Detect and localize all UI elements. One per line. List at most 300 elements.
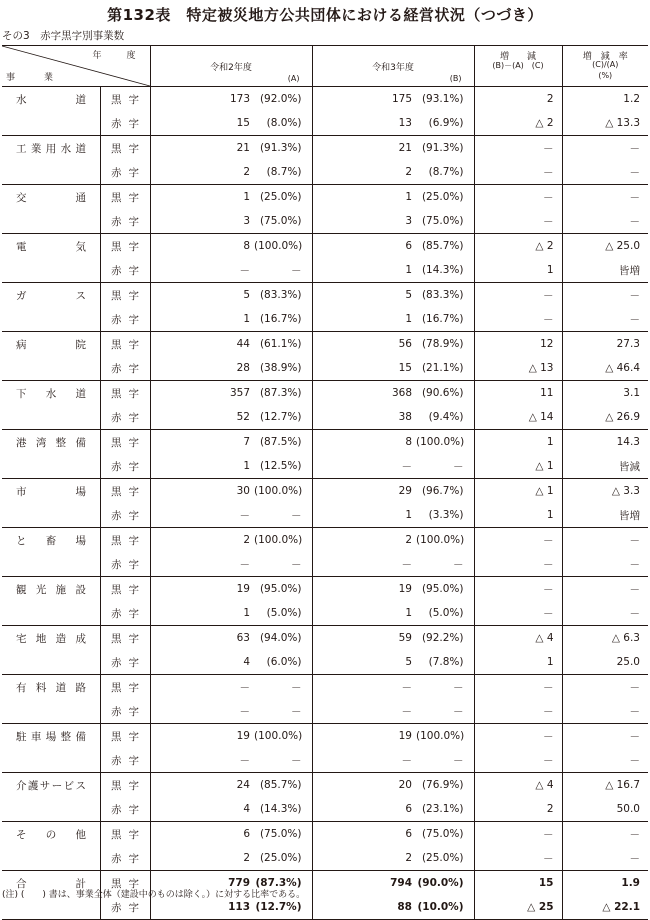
r2-count-text: 1 <box>243 313 250 325</box>
r3-ratio-text: (91.3%) <box>421 142 464 154</box>
r3-ratio <box>416 209 474 234</box>
change-rate <box>562 111 648 136</box>
change-value-text: 1 <box>546 509 554 521</box>
change-rate-text: － <box>629 166 640 179</box>
change-value-text: － <box>543 558 554 571</box>
r3-ratio <box>416 675 474 700</box>
table-row <box>2 601 648 626</box>
r2-count <box>150 773 254 798</box>
r3-ratio <box>416 503 474 528</box>
r2-ratio-text: (8.7%) <box>266 166 302 178</box>
change-rate-text: － <box>629 191 640 204</box>
change-rate-text: － <box>629 607 640 620</box>
change-rate-text: － <box>629 534 640 547</box>
profit-loss-type-text: 黒字 <box>111 485 139 498</box>
profit-loss-type <box>100 601 150 626</box>
business-name <box>2 773 100 798</box>
r3-ratio <box>416 626 474 651</box>
business-name-text: 宅地造成 <box>16 632 86 645</box>
change-rate-text: 1.9 <box>621 877 640 889</box>
change-value-text: － <box>543 681 554 694</box>
r2-count <box>150 209 254 234</box>
r3-count-text: 1 <box>405 509 412 521</box>
table-row <box>2 822 648 847</box>
r3-ratio <box>416 160 474 185</box>
profit-loss-type-text: 黒字 <box>111 387 139 400</box>
r3-ratio-text: (90.6%) <box>421 387 464 399</box>
change-value-text: － <box>543 166 554 179</box>
change-rate <box>562 552 648 577</box>
change-rate-text: △ 6.3 <box>611 632 640 644</box>
business-name <box>2 87 100 112</box>
r3-ratio-text: (83.3%) <box>421 289 464 301</box>
profit-loss-type-text: 赤字 <box>111 215 139 228</box>
r2-count-text: － <box>239 558 250 571</box>
r2-ratio-text: (16.7%) <box>259 313 302 325</box>
r2-ratio <box>254 552 312 577</box>
r3-count <box>312 258 416 283</box>
profit-loss-type-text: 黒字 <box>111 877 139 890</box>
r2-count <box>150 822 254 847</box>
header-rate <box>562 46 648 87</box>
header-year: 年 度 <box>92 51 144 61</box>
change-value <box>474 185 562 210</box>
r2-count-text: 24 <box>236 779 250 791</box>
r3-count-text: 1 <box>405 264 412 276</box>
business-name <box>2 479 100 504</box>
profit-loss-type <box>100 626 150 651</box>
r3-ratio <box>416 454 474 479</box>
change-value <box>474 577 562 602</box>
business-name <box>2 601 100 626</box>
r3-ratio <box>416 307 474 332</box>
change-value-text: △ 25 <box>527 901 554 913</box>
r3-count <box>312 601 416 626</box>
profit-loss-type-text: 黒字 <box>111 828 139 841</box>
r2-ratio <box>254 822 312 847</box>
r3-ratio-text: － <box>453 754 464 767</box>
table-row <box>2 577 648 602</box>
r2-ratio-text: (75.0%) <box>259 828 302 840</box>
r3-ratio-text: (78.9%) <box>421 338 464 350</box>
r2-count <box>150 699 254 724</box>
r3-count <box>312 234 416 259</box>
change-value-text: － <box>543 534 554 547</box>
table-row <box>2 381 648 406</box>
r3-count <box>312 528 416 553</box>
profit-loss-type <box>100 797 150 822</box>
header-change-sub: (B)－(A) (C) <box>492 61 544 70</box>
change-rate-text: 皆減 <box>619 460 640 473</box>
profit-loss-type <box>100 724 150 749</box>
change-rate-text: △ 3.3 <box>611 485 640 497</box>
r3-count-text: 2 <box>405 852 412 864</box>
header-rate-sub2: (%) <box>598 71 613 80</box>
change-rate-text: － <box>629 215 640 228</box>
business-name <box>2 381 100 406</box>
r3-count-text: 2 <box>405 166 412 178</box>
profit-loss-type-text: 赤字 <box>111 362 139 375</box>
change-rate-text: 皆増 <box>619 509 640 522</box>
change-value-text: － <box>543 705 554 718</box>
business-name <box>2 748 100 773</box>
r3-ratio-text: － <box>453 681 464 694</box>
profit-loss-type-text: 黒字 <box>111 681 139 694</box>
r3-count-text: 21 <box>398 142 412 154</box>
r2-ratio-text: (25.0%) <box>259 852 302 864</box>
profit-loss-type-text: 黒字 <box>111 338 139 351</box>
change-value-text: － <box>543 215 554 228</box>
profit-loss-type <box>100 773 150 798</box>
change-value-text: － <box>543 852 554 865</box>
change-value <box>474 650 562 675</box>
change-value-text: － <box>543 313 554 326</box>
profit-loss-type-text: 黒字 <box>111 191 139 204</box>
r2-count <box>150 601 254 626</box>
r2-count <box>150 136 254 161</box>
change-rate-text: － <box>629 828 640 841</box>
r3-ratio <box>416 111 474 136</box>
business-name <box>2 111 100 136</box>
r2-count <box>150 724 254 749</box>
business-name-text: 病院 <box>16 338 86 351</box>
r2-ratio <box>254 528 312 553</box>
r3-ratio <box>416 699 474 724</box>
r2-ratio <box>254 185 312 210</box>
change-rate <box>562 601 648 626</box>
table-row <box>2 724 648 749</box>
r3-count <box>312 209 416 234</box>
table-row <box>2 307 648 332</box>
r2-ratio-text: (87.5%) <box>259 436 302 448</box>
change-rate <box>562 724 648 749</box>
r3-count <box>312 430 416 455</box>
change-value <box>474 356 562 381</box>
profit-loss-type <box>100 552 150 577</box>
r2-count <box>150 356 254 381</box>
r2-count-text: 2 <box>243 852 250 864</box>
change-value <box>474 87 562 112</box>
table-row <box>2 160 648 185</box>
change-value <box>474 405 562 430</box>
change-value-text: 1 <box>546 264 554 276</box>
profit-loss-type <box>100 307 150 332</box>
business-name-text: と畜場 <box>16 534 86 547</box>
business-name <box>2 503 100 528</box>
change-value <box>474 724 562 749</box>
r2-ratio <box>254 332 312 357</box>
r3-ratio <box>416 479 474 504</box>
r3-count <box>312 136 416 161</box>
r2-count <box>150 675 254 700</box>
table-row <box>2 209 648 234</box>
r3-count-text: 38 <box>398 411 412 423</box>
business-name <box>2 234 100 259</box>
r3-count <box>312 846 416 871</box>
business-name <box>2 283 100 308</box>
header-r3-label: 令和3年度 <box>372 63 414 73</box>
r2-count <box>150 405 254 430</box>
table-row <box>2 503 648 528</box>
change-rate <box>562 234 648 259</box>
table-row <box>2 626 648 651</box>
change-rate <box>562 479 648 504</box>
change-value-text: 11 <box>540 387 554 399</box>
r2-ratio <box>254 773 312 798</box>
r2-count <box>150 454 254 479</box>
business-name <box>2 136 100 161</box>
r3-ratio <box>416 332 474 357</box>
change-value <box>474 136 562 161</box>
r2-count-text: 63 <box>236 632 250 644</box>
r3-count-text: 13 <box>398 117 412 129</box>
r2-ratio-text: (12.7%) <box>259 411 302 423</box>
change-value <box>474 552 562 577</box>
change-value <box>474 871 562 896</box>
r3-ratio <box>416 405 474 430</box>
profit-loss-type <box>100 87 150 112</box>
business-name <box>2 332 100 357</box>
r2-count-text: 2 <box>243 534 250 546</box>
r3-count <box>312 454 416 479</box>
r3-count <box>312 748 416 773</box>
business-name <box>2 724 100 749</box>
business-name <box>2 307 100 332</box>
change-rate <box>562 332 648 357</box>
r3-ratio-text: (5.0%) <box>428 607 464 619</box>
r3-ratio <box>416 748 474 773</box>
change-value <box>474 846 562 871</box>
table-row <box>2 675 648 700</box>
change-rate <box>562 871 648 896</box>
r3-ratio <box>416 650 474 675</box>
r3-count-text: － <box>401 754 412 767</box>
table-row <box>2 699 648 724</box>
r3-count <box>312 552 416 577</box>
r3-ratio-text: － <box>453 460 464 473</box>
r2-count-text: 4 <box>243 803 250 815</box>
change-rate <box>562 846 648 871</box>
profit-loss-type-text: 赤字 <box>111 264 139 277</box>
change-rate-text: △ 46.4 <box>605 362 640 374</box>
business-name <box>2 797 100 822</box>
r3-count-text: 2 <box>405 534 412 546</box>
r2-count <box>150 283 254 308</box>
r3-count <box>312 307 416 332</box>
change-rate-text: 皆増 <box>619 264 640 277</box>
table-row <box>2 748 648 773</box>
r3-count-text: 5 <box>405 656 412 668</box>
r3-ratio <box>416 528 474 553</box>
change-rate <box>562 822 648 847</box>
profit-loss-type <box>100 528 150 553</box>
r3-ratio <box>416 601 474 626</box>
r2-ratio-text: (12.7%) <box>255 901 302 913</box>
profit-loss-type <box>100 454 150 479</box>
r3-ratio-text: (23.1%) <box>421 803 464 815</box>
profit-loss-type <box>100 209 150 234</box>
r3-ratio <box>416 356 474 381</box>
profit-loss-type <box>100 283 150 308</box>
business-name-text: 下水道 <box>16 387 86 400</box>
r2-count <box>150 577 254 602</box>
change-rate-text: 50.0 <box>616 803 640 815</box>
r3-count-text: 8 <box>405 436 412 448</box>
business-name-text: ガス <box>16 289 86 302</box>
r2-ratio-text: (100.0%) <box>254 730 303 742</box>
header-business: 事 業 <box>6 73 64 83</box>
change-rate <box>562 675 648 700</box>
change-value-text: － <box>543 289 554 302</box>
change-value <box>474 822 562 847</box>
profit-loss-type <box>100 675 150 700</box>
r3-ratio <box>416 577 474 602</box>
r2-ratio <box>254 381 312 406</box>
r2-ratio <box>254 209 312 234</box>
r2-count <box>150 528 254 553</box>
business-name-text: 駐車場整備 <box>16 730 86 743</box>
r2-ratio <box>254 503 312 528</box>
change-value-text: △ 1 <box>535 460 554 472</box>
profit-loss-type-text: 黒字 <box>111 436 139 449</box>
r3-ratio-text: － <box>453 705 464 718</box>
r2-ratio-text: － <box>291 509 302 522</box>
header-corner <box>2 46 150 87</box>
change-value <box>474 430 562 455</box>
business-name-text: 工業用水道 <box>16 142 86 155</box>
table-row <box>2 87 648 112</box>
header-r2-label: 令和2年度 <box>210 63 252 73</box>
r2-ratio-text: (12.5%) <box>259 460 302 472</box>
change-rate-text: － <box>629 681 640 694</box>
change-rate <box>562 209 648 234</box>
change-value <box>474 454 562 479</box>
r3-ratio <box>416 846 474 871</box>
change-value <box>474 258 562 283</box>
r2-ratio-text: － <box>291 705 302 718</box>
r3-count <box>312 87 416 112</box>
r3-ratio-text: (8.7%) <box>428 166 464 178</box>
header-change-label: 増 減 <box>499 52 536 62</box>
r2-ratio <box>254 846 312 871</box>
change-value-text: － <box>543 142 554 155</box>
change-value-text: 2 <box>546 803 554 815</box>
change-value-text: △ 4 <box>535 779 554 791</box>
business-name <box>2 846 100 871</box>
r2-count-text: 1 <box>243 191 250 203</box>
business-name <box>2 528 100 553</box>
r2-ratio-text: (14.3%) <box>259 803 302 815</box>
change-rate-text: △ 16.7 <box>605 779 640 791</box>
change-rate <box>562 430 648 455</box>
change-rate-text: － <box>629 142 640 155</box>
r3-count-text: 19 <box>398 730 412 742</box>
r2-count-text: － <box>239 509 250 522</box>
business-name <box>2 822 100 847</box>
change-value-text: △ 2 <box>535 240 554 252</box>
change-value <box>474 503 562 528</box>
change-rate <box>562 797 648 822</box>
r2-ratio-text: (87.3%) <box>259 387 302 399</box>
change-value <box>474 797 562 822</box>
r2-ratio <box>254 111 312 136</box>
r3-count <box>312 699 416 724</box>
profit-loss-type-text: 赤字 <box>111 656 139 669</box>
r2-ratio-text: (100.0%) <box>254 485 303 497</box>
table-row <box>2 773 648 798</box>
business-name-text: 電気 <box>16 240 86 253</box>
r3-ratio-text: (90.0%) <box>417 877 464 889</box>
r3-ratio-text: (75.0%) <box>421 215 464 227</box>
r3-count-text: 1 <box>405 607 412 619</box>
profit-loss-type <box>100 430 150 455</box>
r2-count <box>150 479 254 504</box>
r2-count-text: 15 <box>236 117 250 129</box>
business-name <box>2 356 100 381</box>
change-rate <box>562 405 648 430</box>
change-rate-text: － <box>629 705 640 718</box>
profit-loss-type-text: 赤字 <box>111 754 139 767</box>
r3-ratio <box>416 234 474 259</box>
r3-ratio-text: (10.0%) <box>417 901 464 913</box>
r3-ratio-text: (100.0%) <box>416 730 465 742</box>
change-value-text: △ 14 <box>528 411 554 423</box>
profit-loss-type-text: 赤字 <box>111 411 139 424</box>
change-value <box>474 479 562 504</box>
business-name-text: その他 <box>16 828 86 841</box>
profit-loss-type-text: 赤字 <box>111 313 139 326</box>
r2-count-text: 173 <box>229 93 250 105</box>
r2-ratio-text: (87.3%) <box>255 877 302 889</box>
r3-count <box>312 871 416 896</box>
r2-ratio-text: (25.0%) <box>259 191 302 203</box>
change-value <box>474 626 562 651</box>
r2-ratio-text: (75.0%) <box>259 215 302 227</box>
profit-loss-type-text: 赤字 <box>111 803 139 816</box>
r2-count <box>150 650 254 675</box>
business-table <box>2 45 648 920</box>
profit-loss-type <box>100 822 150 847</box>
r2-ratio <box>254 797 312 822</box>
r3-ratio <box>416 283 474 308</box>
profit-loss-type <box>100 846 150 871</box>
r2-count <box>150 552 254 577</box>
profit-loss-type <box>100 381 150 406</box>
change-rate <box>562 577 648 602</box>
r3-ratio <box>416 822 474 847</box>
business-name <box>2 430 100 455</box>
r3-count-text: 6 <box>405 828 412 840</box>
r3-count-text: 15 <box>398 362 412 374</box>
change-rate <box>562 381 648 406</box>
r3-count-text: 20 <box>398 779 412 791</box>
r3-ratio <box>416 797 474 822</box>
business-name <box>2 650 100 675</box>
r2-ratio-text: － <box>291 264 302 277</box>
r3-count <box>312 160 416 185</box>
r3-ratio-text: (85.7%) <box>421 240 464 252</box>
r3-count <box>312 332 416 357</box>
profit-loss-type-text: 黒字 <box>111 583 139 596</box>
r2-count <box>150 503 254 528</box>
r3-count-text: － <box>401 705 412 718</box>
r3-ratio <box>416 773 474 798</box>
table-row <box>2 111 648 136</box>
r2-ratio-text: (61.1%) <box>259 338 302 350</box>
r3-ratio-text: (100.0%) <box>416 534 465 546</box>
r3-ratio-text: (100.0%) <box>416 436 465 448</box>
r2-count-text: 113 <box>228 901 250 913</box>
